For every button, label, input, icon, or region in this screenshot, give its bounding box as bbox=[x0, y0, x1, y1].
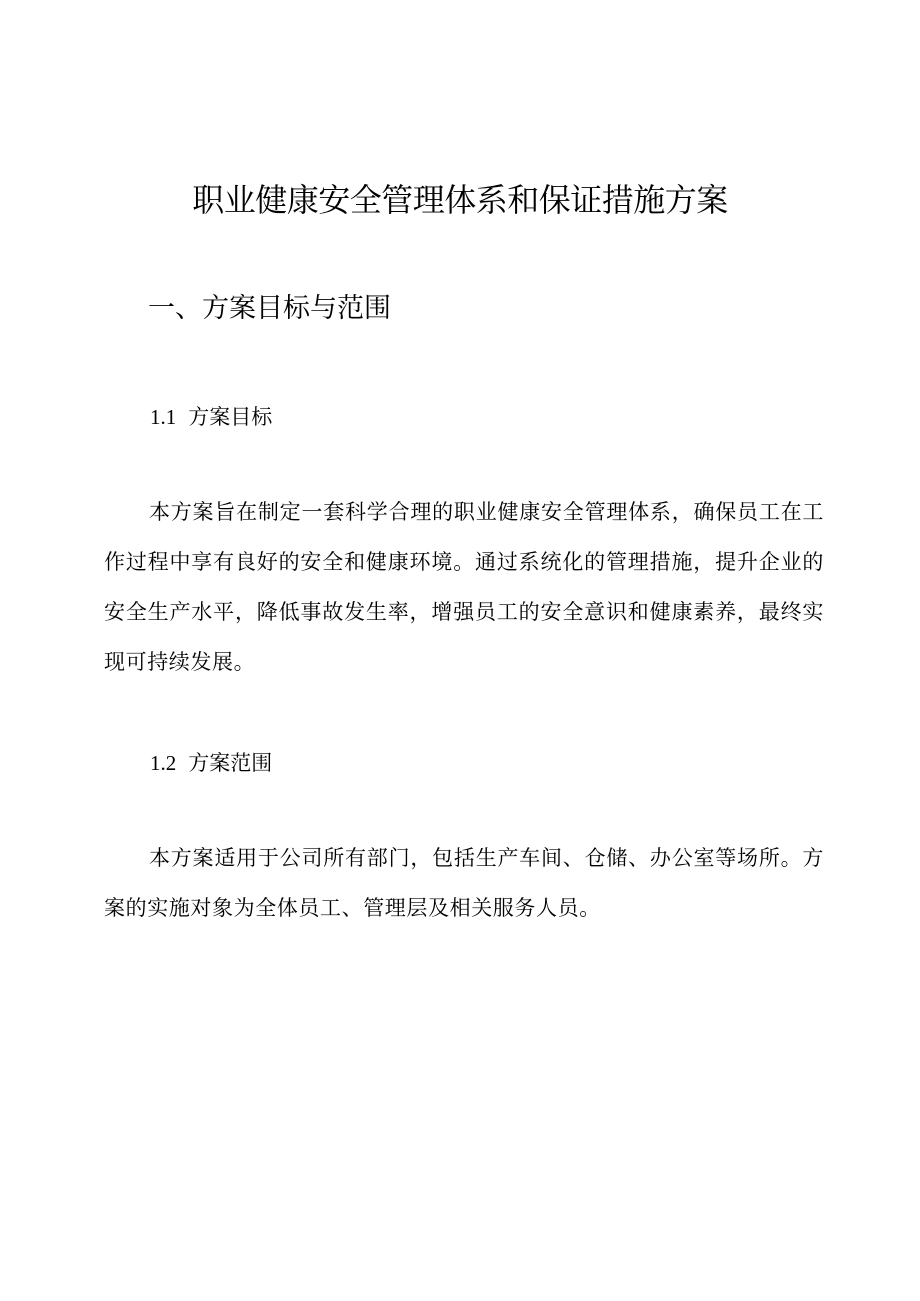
subsection-number: 1.2 bbox=[150, 751, 177, 775]
subsection-number: 1.1 bbox=[150, 405, 177, 429]
goal-paragraph: 本方案旨在制定一套科学合理的职业健康安全管理体系，确保员工在工作过程中享有良好的安全和健康环境。通过系统化的管理措施，提升企业的安全生产水平，降低事故发生率，增强员工的安全意识和健康素养，最终实现可持续发展。 bbox=[104, 500, 824, 674]
scope-paragraph: 本方案适用于公司所有部门，包括生产车间、仓储、办公室等场所。方案的实施对象为全体员工、管理层及相关服务人员。 bbox=[104, 846, 824, 920]
section-heading: 一、方案目标与范围 bbox=[148, 293, 391, 324]
subsection-heading-scope bbox=[150, 748, 272, 778]
document-title: 职业健康安全管理体系和保证措施方案 bbox=[192, 181, 728, 219]
subsection-title: 方案范围 bbox=[188, 751, 273, 775]
subsection-title: 方案目标 bbox=[188, 405, 273, 429]
subsection-heading-goal bbox=[150, 402, 272, 432]
